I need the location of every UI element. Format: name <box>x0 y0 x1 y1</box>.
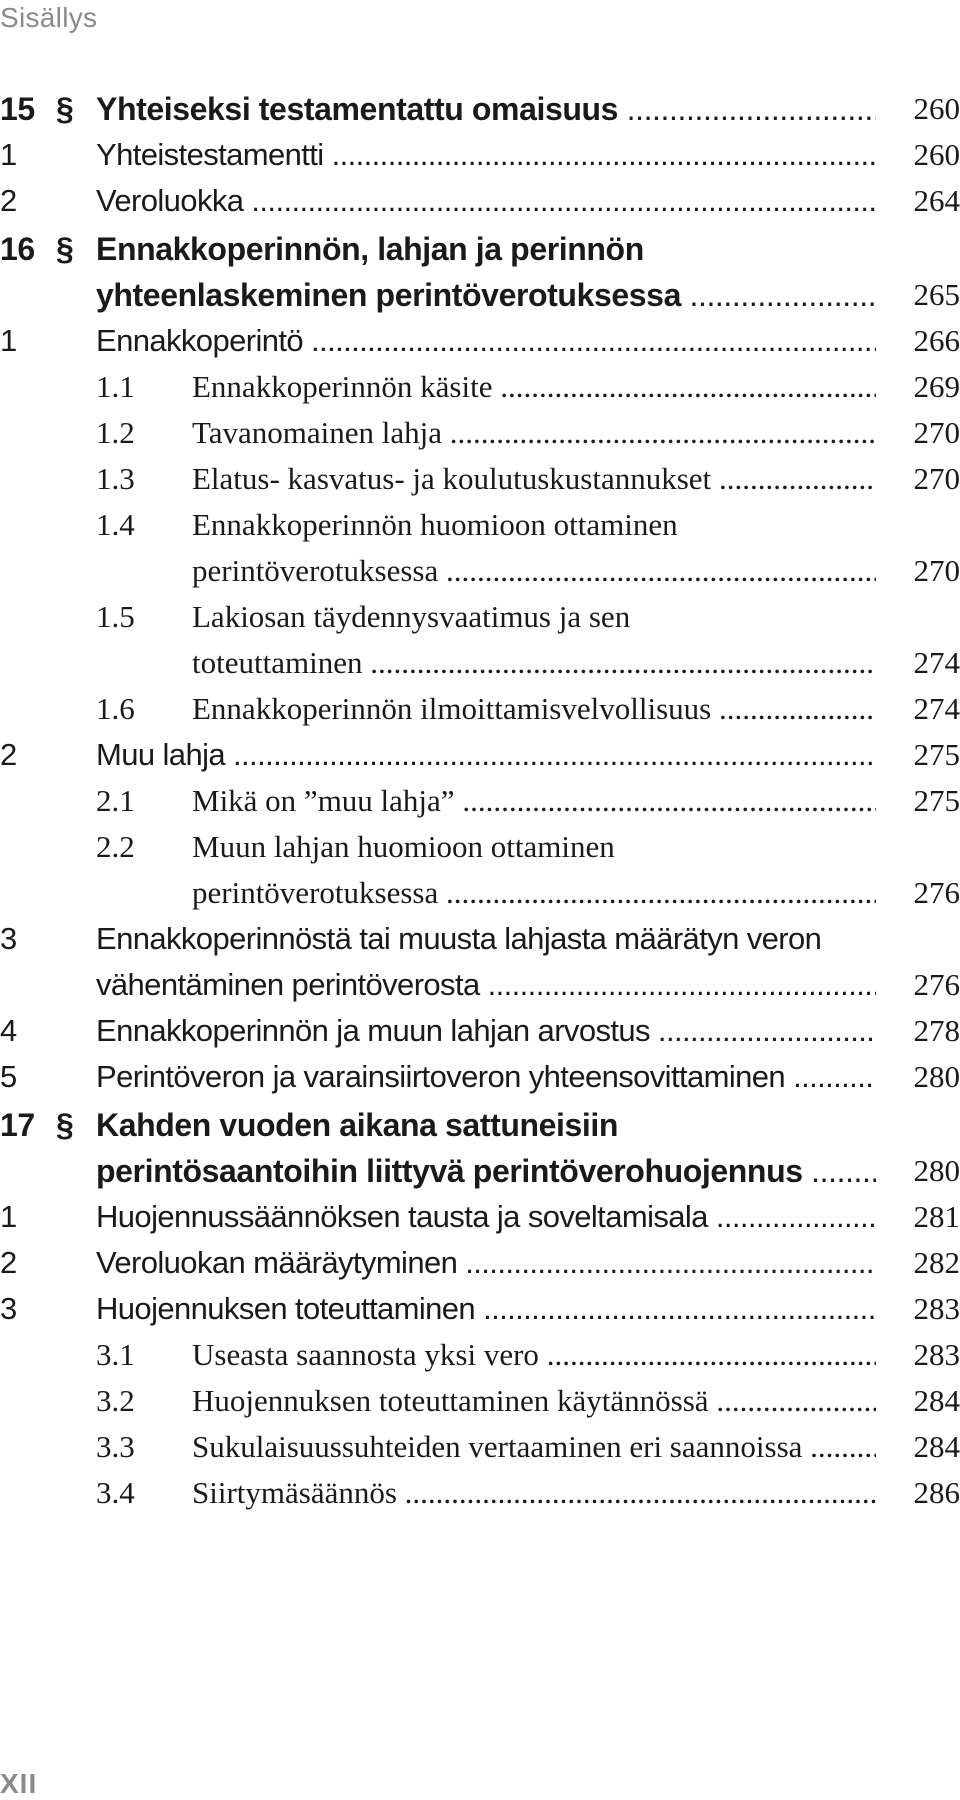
toc-entry-page: 270 <box>913 553 960 588</box>
toc-entry-page: 276 <box>913 875 960 910</box>
toc-entry-page: 274 <box>913 691 960 726</box>
toc-entry-title-line: Huojennuksen toteuttaminen käytännössä ..... <box>192 1378 876 1424</box>
toc-entry-title <box>96 318 960 364</box>
toc-entry-title <box>192 1470 960 1516</box>
toc-entry-subsection[interactable] <box>0 456 960 502</box>
toc-entry-title <box>192 594 960 686</box>
toc-entry-number: 1 <box>0 137 17 172</box>
toc-entry-subsection[interactable] <box>0 1424 960 1470</box>
toc-entry-section[interactable] <box>0 916 960 1008</box>
toc-entry-title <box>96 1054 960 1100</box>
toc-entry-title-line: Ennakkoperinnöstä tai muusta lahjasta määrätyn veron <box>96 921 822 956</box>
toc-entry-number: 3 <box>0 921 17 956</box>
toc-entry-subsection[interactable] <box>0 364 960 410</box>
toc-entry-number: 1 <box>0 1199 17 1234</box>
toc-entry-title <box>96 1194 960 1240</box>
toc-entry-section[interactable] <box>0 132 960 178</box>
toc-entry-title <box>192 502 960 594</box>
page-number: XII <box>0 1768 38 1799</box>
toc-entry-number: 4 <box>0 1013 17 1048</box>
toc-entry-title-line: Sukulaisuussuhteiden vertaaminen eri saannoissa ..... <box>192 1424 876 1470</box>
toc-entry-title-line: Ennakkoperinnön huomioon ottaminen <box>192 507 678 542</box>
toc-entry-title <box>96 916 960 1008</box>
toc-entry-section[interactable] <box>0 1286 960 1332</box>
toc-entry-title-line: Ennakkoperinnön ilmoittamisvelvollisuus ..... <box>192 686 876 732</box>
toc-entry-title <box>192 1332 960 1378</box>
toc-entry-title <box>192 410 960 456</box>
toc-entry-title-line: toteuttaminen ..... <box>192 640 876 686</box>
toc-entry-title-line: perintöverotuksessa ..... <box>192 548 876 594</box>
toc-entry-number: 1.1 <box>96 369 135 404</box>
toc-entry-number: 2.2 <box>96 829 135 864</box>
toc-entry-title-line: Yhteistestamentti ..... <box>96 132 876 178</box>
toc-entry-subsection[interactable] <box>0 1332 960 1378</box>
toc-entry-page: 260 <box>913 91 960 126</box>
toc-entry-number: 2.1 <box>96 783 135 818</box>
toc-entry-title-line: Veroluokka ..... <box>96 178 876 224</box>
toc-entry-title-line: perintöverotuksessa ..... <box>192 870 876 916</box>
section-sign: § <box>56 91 74 127</box>
toc-entry-number: 16 <box>0 231 35 267</box>
toc-entry-title <box>96 1240 960 1286</box>
toc-entry-subsection[interactable] <box>0 410 960 456</box>
toc-entry-title-line: Ennakkoperinnön, lahjan ja perinnön <box>96 231 644 267</box>
toc-entry-page: 270 <box>913 461 960 496</box>
running-head: Sisällys <box>0 2 98 33</box>
toc-entry-title-line: Elatus- kasvatus- ja koulutuskustannukset ..... <box>192 456 876 502</box>
toc-entry-section[interactable] <box>0 1194 960 1240</box>
toc-entry-title <box>192 456 960 502</box>
toc-entry-number: 3.3 <box>96 1429 135 1464</box>
toc-entry-number: 1 <box>0 323 17 358</box>
toc-entry-title-line: yhteenlaskeminen perintöverotuksessa ..... <box>96 272 876 318</box>
section-sign: § <box>56 1107 74 1143</box>
toc-entry-page: 265 <box>913 277 960 312</box>
toc-entry-title <box>192 1378 960 1424</box>
toc-entry-title <box>192 778 960 824</box>
toc-entry-title <box>96 1286 960 1332</box>
toc-entry-subsection[interactable] <box>0 778 960 824</box>
toc-entry-page: 264 <box>913 183 960 218</box>
toc-entry-number: 1.5 <box>96 599 135 634</box>
toc-entry-title <box>96 178 960 224</box>
toc-entry-title <box>192 364 960 410</box>
toc-entry-title <box>192 1424 960 1470</box>
toc-entry-section[interactable] <box>0 318 960 364</box>
toc-entry-title <box>192 824 960 916</box>
toc-entry-title-line: Perintöveron ja varainsiirtoveron yhteensovittaminen ..... <box>96 1054 876 1100</box>
toc-entry-section[interactable] <box>0 1054 960 1100</box>
toc-entry-section[interactable] <box>0 178 960 224</box>
toc-entry-title-line: Useasta saannosta yksi vero ..... <box>192 1332 876 1378</box>
toc-entry-title-line: Huojennussäännöksen tausta ja soveltamisala ..... <box>96 1194 876 1240</box>
toc-entry-title-line: Mikä on ”muu lahja” ..... <box>192 778 876 824</box>
toc-entry-subsection[interactable] <box>0 1378 960 1424</box>
toc-entry-number: 2 <box>0 183 17 218</box>
toc-entry-chapter[interactable] <box>0 1102 960 1194</box>
toc-entry-page: 286 <box>913 1475 960 1510</box>
toc-entry-number: 1.2 <box>96 415 135 450</box>
toc-entry-page: 284 <box>913 1429 960 1464</box>
toc-entry-title-line: Muu lahja ..... <box>96 732 876 778</box>
toc-entry-section[interactable] <box>0 1240 960 1286</box>
toc-entry-number: 17 <box>0 1107 35 1143</box>
toc-entry-subsection[interactable] <box>0 686 960 732</box>
toc-entry-subsection[interactable] <box>0 502 960 594</box>
table-of-contents <box>0 84 960 1516</box>
toc-entry-title <box>96 1008 960 1054</box>
toc-entry-page: 274 <box>913 645 960 680</box>
toc-entry-section[interactable] <box>0 1008 960 1054</box>
toc-entry-number: 3 <box>0 1291 17 1326</box>
toc-entry-page: 275 <box>913 783 960 818</box>
toc-entry-title-line: Huojennuksen toteuttaminen ..... <box>96 1286 876 1332</box>
toc-entry-number: 3.2 <box>96 1383 135 1418</box>
toc-entry-title-line: Kahden vuoden aikana sattuneisiin <box>96 1107 619 1143</box>
toc-entry-title <box>96 86 960 132</box>
toc-entry-number: 1.3 <box>96 461 135 496</box>
toc-entry-title-line: perintösaantoihin liittyvä perintöverohuojennus ..... <box>96 1148 876 1194</box>
toc-entry-page: 280 <box>913 1059 960 1094</box>
toc-entry-title-line: Ennakkoperinnön käsite ..... <box>192 364 876 410</box>
toc-entry-number: 1.6 <box>96 691 135 726</box>
toc-entry-page: 269 <box>913 369 960 404</box>
toc-entry-page: 266 <box>913 323 960 358</box>
toc-entry-title <box>96 732 960 778</box>
toc-entry-section[interactable] <box>0 732 960 778</box>
toc-entry-number: 3.4 <box>96 1475 135 1510</box>
toc-entry-page: 282 <box>913 1245 960 1280</box>
toc-entry-number: 1.4 <box>96 507 135 542</box>
toc-entry-page: 275 <box>913 737 960 772</box>
toc-entry-title <box>96 226 960 318</box>
toc-entry-page: 283 <box>913 1337 960 1372</box>
toc-entry-title-line: Siirtymäsäännös ..... <box>192 1470 876 1516</box>
toc-entry-subsection[interactable] <box>0 1470 960 1516</box>
toc-entry-title-line: Muun lahjan huomioon ottaminen <box>192 829 615 864</box>
toc-entry-title <box>192 686 960 732</box>
toc-entry-page: 260 <box>913 137 960 172</box>
toc-entry-title-line: Veroluokan määräytyminen ..... <box>96 1240 876 1286</box>
toc-entry-page: 270 <box>913 415 960 450</box>
section-sign: § <box>56 231 74 267</box>
toc-entry-title-line: Lakiosan täydennysvaatimus ja sen <box>192 599 631 634</box>
toc-entry-title-line: Ennakkoperintö ..... <box>96 318 876 364</box>
toc-entry-title-line: vähentäminen perintöverosta ..... <box>96 962 876 1008</box>
toc-entry-title-line: Tavanomainen lahja ..... <box>192 410 876 456</box>
toc-entry-page: 280 <box>913 1153 960 1188</box>
toc-entry-subsection[interactable] <box>0 594 960 686</box>
toc-entry-title <box>96 132 960 178</box>
toc-entry-page: 283 <box>913 1291 960 1326</box>
toc-entry-title-line: Yhteiseksi testamentattu omaisuus ..... <box>96 86 876 132</box>
toc-entry-number: 15 <box>0 91 35 127</box>
toc-entry-chapter[interactable] <box>0 226 960 318</box>
toc-entry-chapter[interactable] <box>0 86 960 132</box>
toc-entry-number: 3.1 <box>96 1337 135 1372</box>
toc-entry-page: 278 <box>913 1013 960 1048</box>
toc-entry-subsection[interactable] <box>0 824 960 916</box>
toc-entry-number: 5 <box>0 1059 17 1094</box>
toc-entry-page: 284 <box>913 1383 960 1418</box>
toc-entry-page: 281 <box>913 1199 960 1234</box>
toc-entry-page: 276 <box>913 967 960 1002</box>
toc-entry-title-line: Ennakkoperinnön ja muun lahjan arvostus ..... <box>96 1008 876 1054</box>
toc-entry-number: 2 <box>0 737 17 772</box>
toc-entry-number: 2 <box>0 1245 17 1280</box>
toc-entry-title <box>96 1102 960 1194</box>
